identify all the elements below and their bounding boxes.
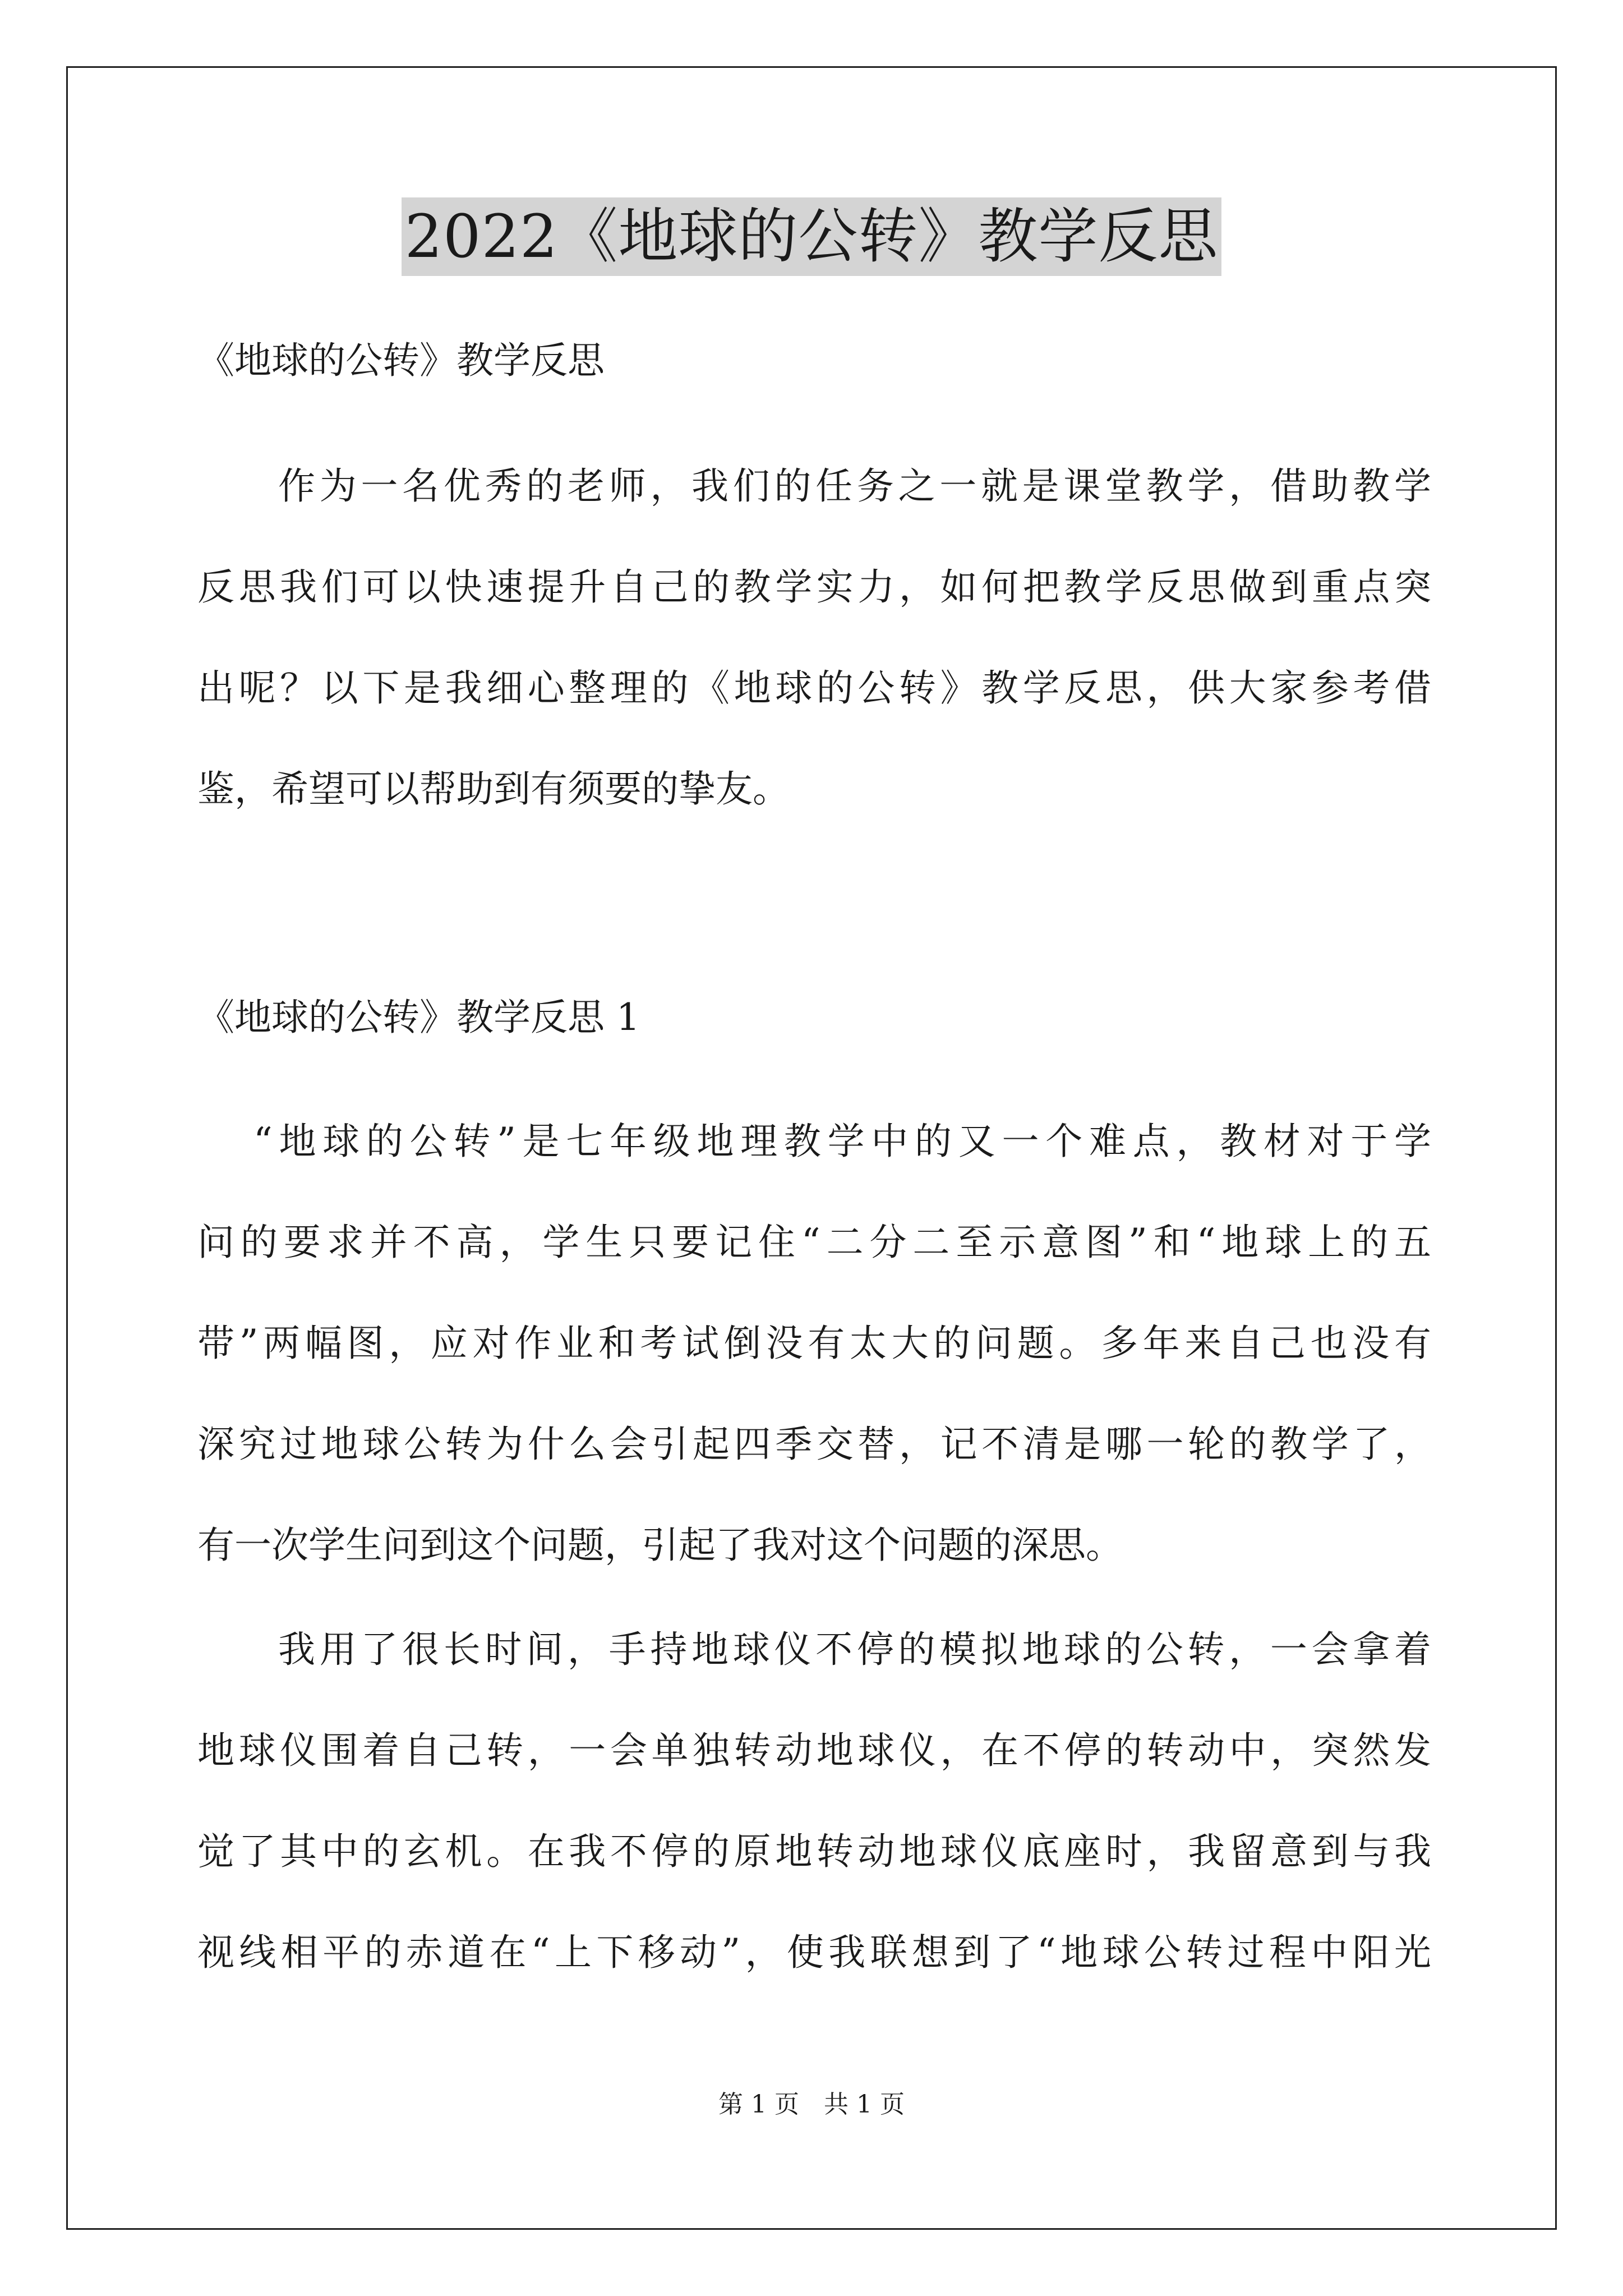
title-container	[0, 197, 1623, 276]
section-heading: 《地球的公转》教学反思	[197, 339, 605, 382]
paragraph-line: 作为一名优秀的老师，我们的任务之一就是课堂教学，借助教学	[278, 464, 1431, 508]
paragraph-line: 视线相平的赤道在“上下移动”，使我联想到了“地球公转过程中阳光	[197, 1931, 1431, 1974]
paragraph-line: “地球的公转”是七年级地理教学中的又一个难点，教材对于学	[253, 1120, 1431, 1163]
paragraph-line: 带”两幅图，应对作业和考试倒没有太大的问题。多年来自己也没有	[197, 1322, 1431, 1365]
paragraph-line: 觉了其中的玄机。在我不停的原地转动地球仪底座时，我留意到与我	[197, 1830, 1431, 1873]
paragraph-line: 有一次学生问到这个问题，引起了我对这个问题的深思。	[197, 1524, 1123, 1567]
paragraph-line: 问的要求并不高，学生只要记住“二分二至示意图”和“地球上的五	[197, 1221, 1431, 1264]
document-title: 2022《地球的公转》教学反思	[402, 197, 1222, 276]
paragraph-line: 我用了很长时间，手持地球仪不停的模拟地球的公转，一会拿着	[278, 1628, 1431, 1671]
paragraph-line: 出呢？以下是我细心整理的《地球的公转》教学反思，供大家参考借	[197, 666, 1431, 710]
section-heading: 《地球的公转》教学反思 1	[197, 996, 640, 1039]
page-number: 第 1 页 共 1 页	[718, 2090, 905, 2119]
paragraph-line: 地球仪围着自己转，一会单独转动地球仪，在不停的转动中，突然发	[197, 1729, 1431, 1772]
paragraph-line: 反思我们可以快速提升自己的教学实力，如何把教学反思做到重点突	[197, 565, 1431, 609]
paragraph-line: 鉴，希望可以帮助到有须要的挚友。	[197, 767, 790, 811]
paragraph-line: 深究过地球公转为什么会引起四季交替，记不清是哪一轮的教学了，	[197, 1423, 1431, 1466]
